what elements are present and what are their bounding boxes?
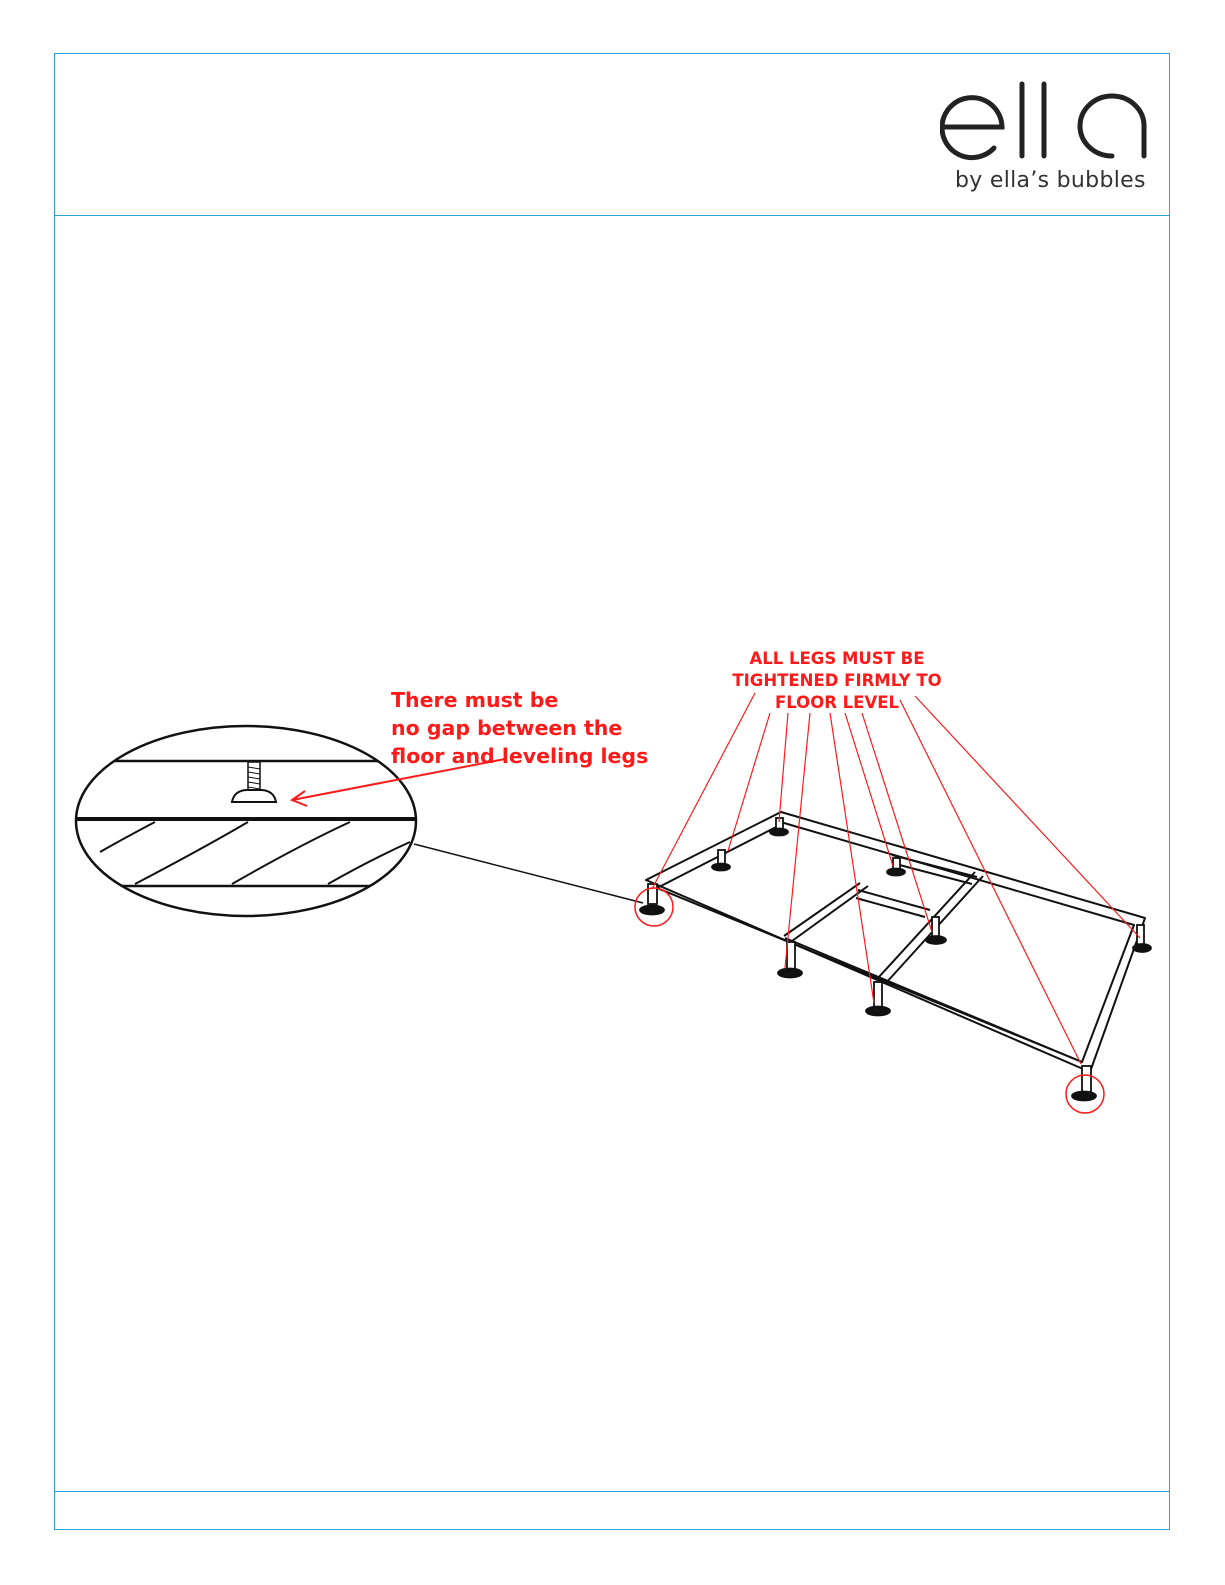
leg	[887, 858, 905, 876]
threaded-rod	[248, 762, 260, 790]
leg	[778, 942, 802, 978]
highlight-circles	[635, 888, 1104, 1113]
leg	[1133, 925, 1151, 952]
gap-note-line-1: There must be	[391, 688, 559, 712]
brand-tagline: by ella’s bubbles	[955, 168, 1146, 193]
gap-warning-note	[391, 686, 648, 770]
legs-note-line-2: TIGHTENED FIRMLY TO	[732, 671, 942, 690]
detail-leader-line	[414, 844, 643, 903]
leg-detail-magnifier	[60, 726, 430, 916]
gap-note-line-2: no gap between the	[391, 716, 623, 740]
gap-note-line-3: floor and leveling legs	[391, 744, 649, 768]
legs-note-line-1: ALL LEGS MUST BE	[749, 649, 925, 668]
leveling-foot	[232, 790, 276, 802]
legs-leader-lines	[652, 693, 1140, 1064]
legs-note-line-3: FLOOR LEVEL	[774, 693, 900, 712]
leg	[1072, 1066, 1096, 1101]
leg	[866, 982, 890, 1016]
legs-warning-note	[712, 648, 962, 714]
